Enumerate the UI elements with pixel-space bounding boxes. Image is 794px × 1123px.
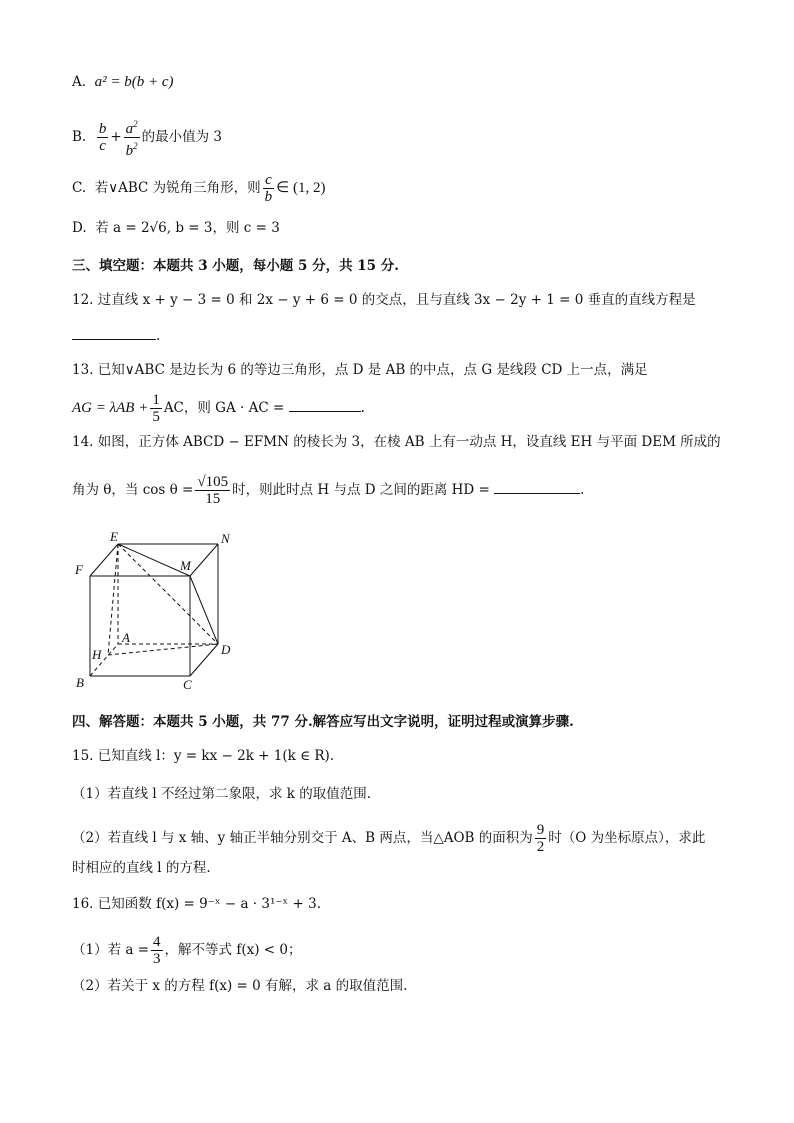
option-label: C. — [72, 180, 87, 196]
vertex-label: N — [221, 531, 230, 546]
question-15-part-2 — [72, 822, 705, 855]
option-c — [72, 172, 325, 205]
question-text: 时（O 为坐标原点），求此 — [548, 830, 706, 846]
vertex-label: D — [221, 642, 231, 657]
question-text: （1）若 a = — [72, 942, 150, 958]
question-number: 16. — [72, 896, 94, 912]
vertex-label: H — [92, 647, 102, 662]
option-label: A. — [72, 74, 87, 90]
cube-figure — [72, 530, 242, 700]
question-text: 时，则此时点 H 与点 D 之间的距离 HD = — [232, 482, 490, 498]
vertex-label: C — [183, 677, 192, 692]
question-number: 15. — [72, 748, 94, 764]
fraction-9-2: $\frac{9}{2}$ — [536, 822, 545, 855]
question-15 — [72, 746, 334, 766]
question-15-part-1: （1）若直线 l 不经过第二象限，求 k 的取值范围. — [72, 786, 372, 802]
fraction-c-b: $\frac{c}{b}$ — [264, 172, 273, 205]
question-number: 12. — [72, 292, 94, 308]
question-text: 已知∨ABC 是边长为 6 的等边三角形，点 D 是 AB 的中点，点 G 是线段 CD 上一点，满足 — [97, 362, 648, 378]
question-13-line2: AG = λAB + $\frac{1}{5}$ AC，则 GA · AC = . — [72, 392, 365, 425]
question-15-part-2-cont: 时相应的直线 l 的方程. — [72, 860, 211, 876]
question-text: 已知函数 f(x) = 9⁻ˣ − a · 3¹⁻ˣ + 3. — [97, 896, 321, 912]
vector-expression: AG = λAB + — [72, 400, 149, 416]
option-text: 若∨ABC 为锐角三角形，则 — [94, 180, 261, 196]
fraction-4-3: $\frac{4}{3}$ — [153, 934, 161, 967]
option-text: 若 a = 2√6, b = 3，则 c = 3 — [95, 220, 280, 236]
option-text-tail: ∈ (1, 2) — [276, 180, 326, 196]
option-text: a² = b(b + c) — [94, 74, 174, 90]
vertex-label: A — [122, 630, 130, 645]
fraction-sqrt105-15: $\frac{√105}{15}$ — [197, 474, 229, 507]
section-heading: 四、解答题：本题共 5 小题，共 77 分.解答应写出文字说明，证明过程或演算步骤. — [72, 714, 574, 730]
question-text: 已知直线 l：y = kx − 2k + 1(k ∈ R). — [97, 748, 335, 764]
vertex-label: B — [76, 675, 84, 690]
question-13 — [72, 360, 648, 380]
question-16-part-1 — [72, 934, 301, 967]
answer-blank — [494, 481, 580, 494]
vertex-label: E — [110, 530, 118, 544]
question-12 — [72, 290, 696, 310]
option-b: B. $\frac{b}{c}$ + $\frac{a^2}{b^2}$ 的最小值为 3 — [72, 116, 222, 159]
answer-blank — [289, 399, 361, 412]
question-16-part-2: （2）若关于 x 的方程 f(x) = 0 有解，求 a 的取值范围. — [72, 978, 408, 994]
question-number: 14. — [72, 434, 94, 450]
vertex-label: M — [180, 558, 191, 573]
fraction-1-5: $\frac{1}{5}$ — [152, 392, 160, 425]
question-14-line2: 角为 θ，当 cos θ = $\frac{√105}{15}$ 时，则此时点 H 与点 D 之间的距离 HD = . — [72, 474, 585, 507]
section-heading: 三、填空题：本题共 3 小题，每小题 5 分，共 15 分. — [72, 258, 399, 274]
question-number: 13. — [72, 362, 94, 378]
question-text: 角为 θ，当 cos θ = — [72, 482, 194, 498]
question-text: ，解不等式 f(x) < 0； — [164, 942, 302, 958]
answer-blank-line: . — [72, 326, 160, 346]
vertex-label: F — [75, 562, 83, 577]
option-a — [72, 72, 174, 92]
question-14 — [72, 432, 721, 452]
option-label: B. — [72, 129, 87, 145]
question-16 — [72, 894, 321, 914]
option-text: 的最小值为 3 — [141, 129, 223, 145]
question-text: （2）若直线 l 与 x 轴、y 轴正半轴分别交于 A、B 两点，当△AOB 的面积为 — [72, 830, 533, 846]
fraction-a2-b2: $\frac{a^2}{b^2}$ — [124, 116, 140, 159]
question-text: 过直线 x + y − 3 = 0 和 2x − y + 6 = 0 的交点，且与直线 3x − 2y + 1 = 0 垂直的直线方程是 — [97, 292, 696, 308]
option-d — [72, 218, 280, 238]
fraction-b-c: $\frac{b}{c}$ — [98, 121, 107, 154]
option-label: D. — [72, 220, 87, 236]
question-text: AC，则 GA · AC = — [163, 400, 285, 416]
question-text: 如图，正方体 ABCD − EFMN 的棱长为 3，在棱 AB 上有一动点 H，设直线 EH 与平面 DEM 所成的 — [97, 434, 721, 450]
answer-blank — [72, 327, 156, 340]
